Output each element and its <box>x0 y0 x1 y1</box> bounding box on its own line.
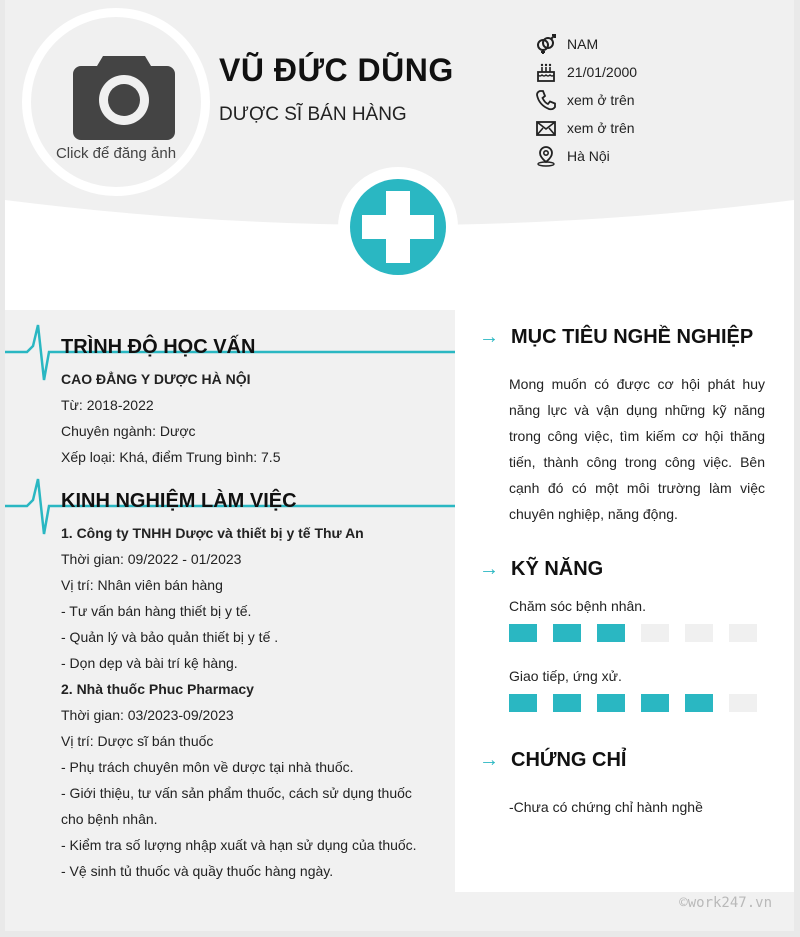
right-column <box>455 310 794 892</box>
skill-level-filled <box>597 624 625 642</box>
objective-line: năng lực và vận dụng những kỹ năng <box>509 402 765 418</box>
avatar-upload[interactable] <box>22 8 210 196</box>
candidate-title: DƯỢC SĨ BÁN HÀNG <box>219 104 407 125</box>
skill-level-filled <box>641 694 669 712</box>
contact-birthday <box>535 58 637 86</box>
education-grade: Xếp loại: Khá, điểm Trung bình: 7.5 <box>61 449 281 465</box>
contact-gender <box>535 30 637 58</box>
contact-info <box>535 30 637 170</box>
contact-phone-value: xem ở trên <box>567 92 635 108</box>
arrow-right-icon: → <box>479 749 499 771</box>
job1-position: Vị trí: Nhân viên bán hàng <box>61 577 223 593</box>
contact-location <box>535 142 637 170</box>
photo-upload-label: Click để đăng ảnh <box>55 145 177 162</box>
experience-title: KINH NGHIỆM LÀM VIỆC <box>61 490 297 512</box>
job1-company: 1. Công ty TNHH Dược và thiết bị y tế Thư An <box>61 525 364 541</box>
contact-gender-value: NAM <box>567 36 599 52</box>
certificates-header <box>479 749 626 772</box>
objective-line: cạnh đó có một môi trường làm việc <box>509 480 765 496</box>
skill-level-filled <box>553 624 581 642</box>
skill-level-filled <box>553 694 581 712</box>
job1-time: Thời gian: 09/2022 - 01/2023 <box>61 551 242 567</box>
skill-level-empty <box>729 694 757 712</box>
left-column <box>5 310 455 931</box>
candidate-name: VŨ ĐỨC DŨNG <box>219 52 454 88</box>
job2-position: Vị trí: Dược sĩ bán thuốc <box>61 733 214 749</box>
skill-level-empty <box>729 624 757 642</box>
camera-icon <box>73 50 175 140</box>
job2-duty: - Kiểm tra số lượng nhập xuất và hạn sử dụng của thuốc. <box>61 837 417 853</box>
job1-duty: - Dọn dẹp và bài trí kệ hàng. <box>61 655 238 671</box>
phone-icon <box>535 89 557 111</box>
skill-level-filled <box>509 624 537 642</box>
location-icon <box>535 145 557 167</box>
skill-level-filled <box>685 694 713 712</box>
contact-location-value: Hà Nội <box>567 148 610 164</box>
objective-line: trong công việc, tìm kiếm cơ hội thăng <box>509 428 765 444</box>
objective-text <box>509 371 765 527</box>
birthday-cake-icon <box>535 61 557 83</box>
job2-duty: - Giới thiệu, tư vấn sản phẩm thuốc, cách sử dụng thuốc <box>61 785 412 801</box>
objective-header <box>479 326 753 349</box>
medical-cross-icon <box>350 179 446 275</box>
job2-duty: - Vệ sinh tủ thuốc và quầy thuốc hàng ngày. <box>61 863 334 879</box>
gender-icon <box>535 33 557 55</box>
skills-title: KỸ NĂNG <box>511 558 604 580</box>
skill-level-filled <box>597 694 625 712</box>
skill-level-bar <box>509 694 773 712</box>
contact-phone <box>535 86 637 114</box>
job2-time: Thời gian: 03/2023-09/2023 <box>61 707 234 723</box>
education-title: TRÌNH ĐỘ HỌC VẤN <box>61 336 256 358</box>
job1-duty: - Quản lý và bảo quản thiết bị y tế . <box>61 629 279 645</box>
arrow-right-icon: → <box>479 558 499 580</box>
skill-level-filled <box>509 694 537 712</box>
job1-duty: - Tư vấn bán hàng thiết bị y tế. <box>61 603 252 619</box>
objective-line: chuyên nghiệp, năng động. <box>509 506 678 522</box>
skill-name: Giao tiếp, ứng xử. <box>509 668 622 684</box>
contact-email <box>535 114 637 142</box>
watermark: ©work247.vn <box>679 895 772 911</box>
skill-level-bar <box>509 624 773 642</box>
skill-level-empty <box>641 624 669 642</box>
contact-email-value: xem ở trên <box>567 120 635 136</box>
contact-birthday-value: 21/01/2000 <box>567 64 638 80</box>
arrow-right-icon: → <box>479 326 499 348</box>
job2-company: 2. Nhà thuốc Phuc Pharmacy <box>61 681 254 697</box>
objective-title: MỤC TIÊU NGHỀ NGHIỆP <box>511 326 754 348</box>
objective-line: tiến, thành công trong công việc. Bên <box>509 454 765 470</box>
job2-duty: - Phụ trách chuyên môn về dược tại nhà thuốc. <box>61 759 354 775</box>
cv-page <box>5 0 794 931</box>
certificates-title: CHỨNG CHỈ <box>511 749 627 771</box>
skill-level-empty <box>685 624 713 642</box>
job2-duty: cho bệnh nhân. <box>61 811 158 827</box>
education-major: Chuyên ngành: Dược <box>61 423 196 439</box>
objective-line: Mong muốn có được cơ hội phát huy <box>509 376 765 392</box>
medical-cross-badge <box>338 167 458 287</box>
mail-icon <box>535 117 557 139</box>
skill-name: Chăm sóc bệnh nhân. <box>509 598 646 614</box>
skills-header <box>479 558 603 581</box>
education-period: Từ: 2018-2022 <box>61 397 154 413</box>
certificates-text: -Chưa có chứng chỉ hành nghề <box>509 799 703 815</box>
education-school: CAO ĐẲNG Y DƯỢC HÀ NỘI <box>61 371 251 387</box>
